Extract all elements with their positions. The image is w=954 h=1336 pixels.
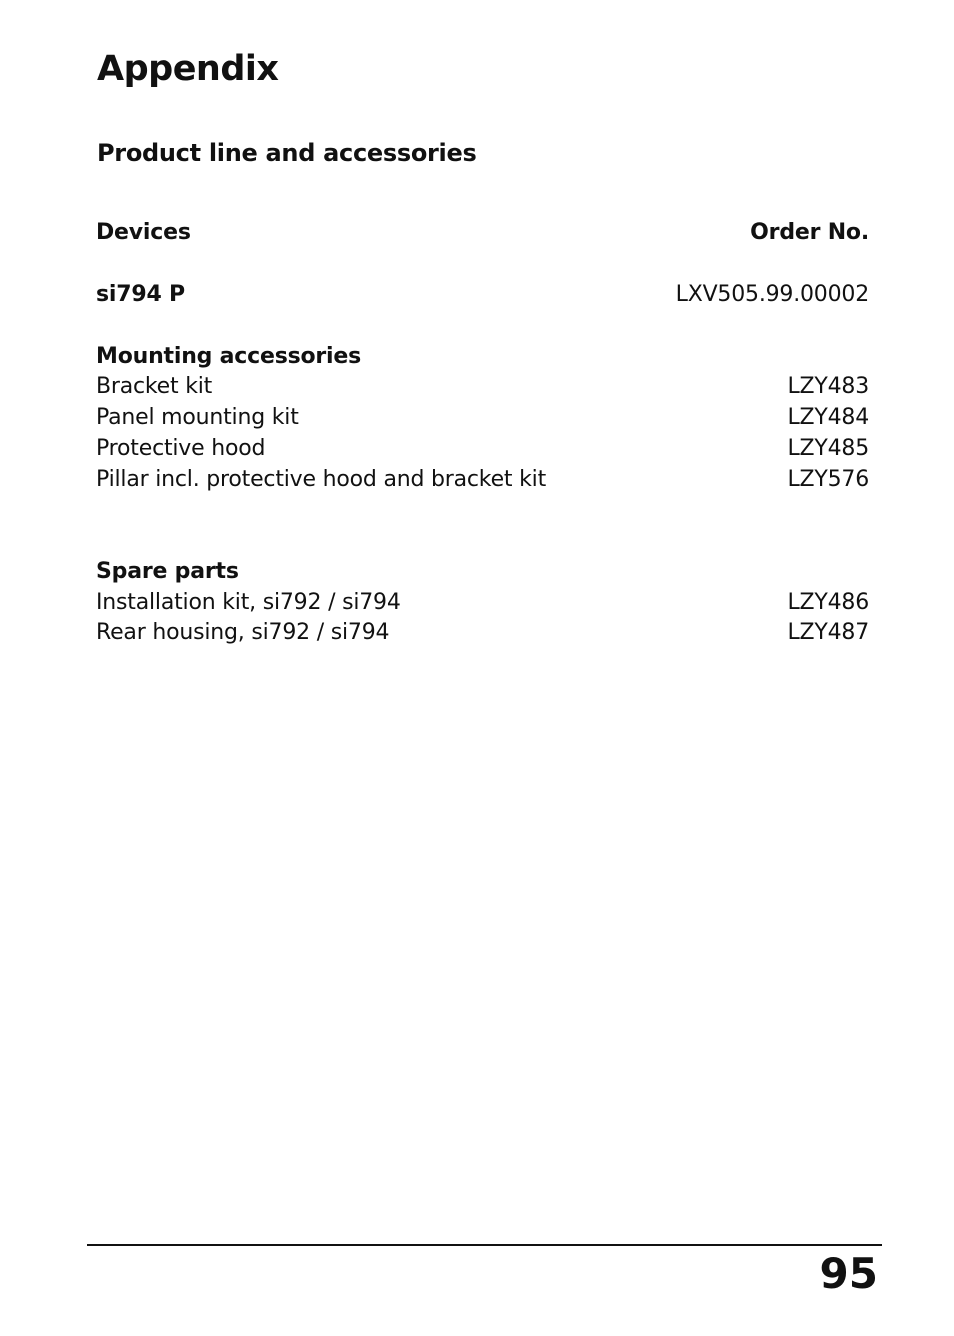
item-name: Bracket kit bbox=[96, 374, 213, 399]
mounting-accessories-heading bbox=[96, 341, 869, 372]
item-name: Panel mounting kit bbox=[96, 405, 299, 430]
footer-divider bbox=[87, 1244, 882, 1246]
spare-parts-heading bbox=[96, 556, 869, 587]
item-order-no: LZY486 bbox=[787, 590, 869, 615]
item-order-no: LZY485 bbox=[787, 436, 869, 461]
table-row bbox=[96, 402, 869, 433]
device-order-no: LXV505.99.00002 bbox=[675, 282, 869, 307]
table-row bbox=[96, 617, 869, 648]
table-row bbox=[96, 433, 869, 464]
device-name: si794 P bbox=[96, 282, 185, 307]
order-no-header: Order No. bbox=[750, 220, 869, 245]
item-order-no: LZY576 bbox=[787, 467, 869, 492]
item-name: Pillar incl. protective hood and bracket kit bbox=[96, 467, 546, 492]
item-name: Rear housing, si792 / si794 bbox=[96, 620, 390, 645]
mounting-accessories-label: Mounting accessories bbox=[96, 344, 362, 369]
device-row bbox=[96, 279, 869, 310]
item-order-no: LZY487 bbox=[787, 620, 869, 645]
devices-header: Devices bbox=[96, 220, 191, 245]
page-title: Appendix bbox=[97, 49, 279, 89]
item-order-no: LZY483 bbox=[787, 374, 869, 399]
table-row bbox=[96, 587, 869, 618]
section-title: Product line and accessories bbox=[97, 139, 477, 167]
item-name: Protective hood bbox=[96, 436, 266, 461]
table-header bbox=[96, 217, 869, 248]
item-order-no: LZY484 bbox=[787, 405, 869, 430]
spare-parts-label: Spare parts bbox=[96, 559, 239, 584]
page-number: 95 bbox=[819, 1249, 878, 1298]
item-name: Installation kit, si792 / si794 bbox=[96, 590, 401, 615]
table-row bbox=[96, 371, 869, 402]
table-row bbox=[96, 464, 869, 495]
